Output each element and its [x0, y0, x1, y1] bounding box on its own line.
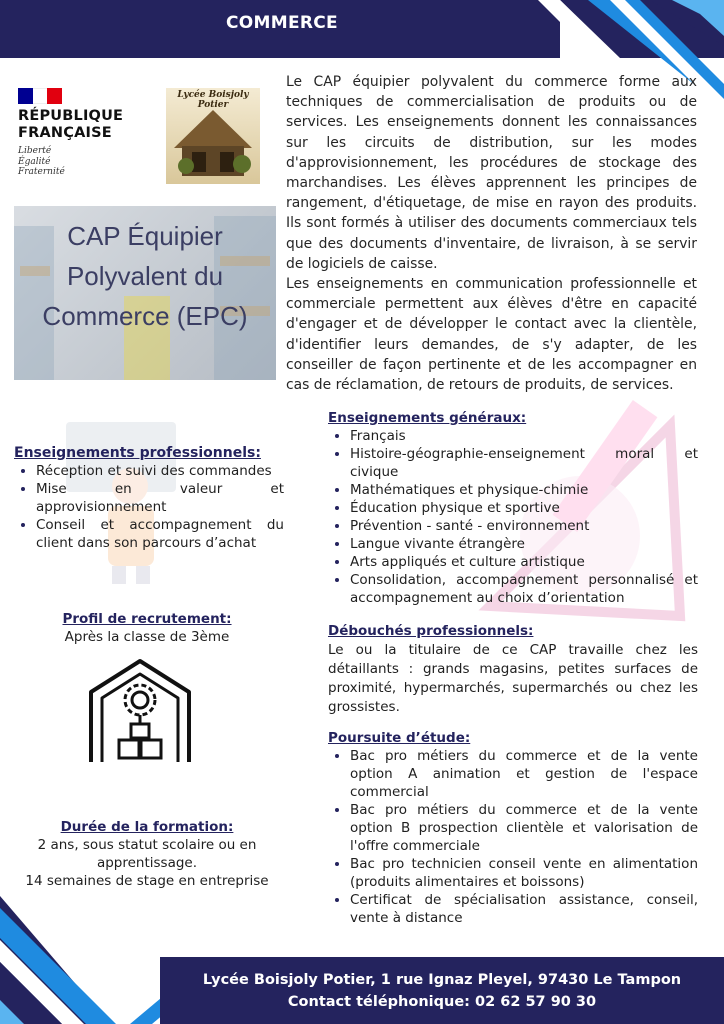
list-item: • Réception et suivi des commandes — [36, 462, 284, 480]
footer-bar — [160, 957, 724, 1024]
school-logo-name: Lycée Boisjoly Potier — [177, 90, 249, 110]
enseignements-pro-title: Enseignements professionnels: — [14, 445, 261, 461]
profil-title: Profil de recrutement: — [62, 611, 232, 627]
republique-francaise-logo — [18, 88, 128, 178]
enseignements-professionnels — [14, 444, 284, 552]
list-item: • Mise en valeur et approvisionnement — [36, 480, 284, 516]
list-item: • Français — [350, 427, 698, 445]
profil-text: Après la classe de 3ème — [64, 629, 230, 645]
list-item: • Bac pro métiers du commerce et de la vente option B prospection clientèle et valorisation de l'offre commerciale — [350, 801, 698, 855]
republique-motto: Liberté Égalité Fraternité — [18, 146, 65, 177]
intro-paragraph: Le CAP équipier polyvalent du commerce forme aux techniques de commercialisation de produits ou de services. Les enseignements donnent les connaissances sur les circuits de distribution, sur les modes d'approvisionnement, les procédures de stockage des marchandises. Les élèves apprennent les principes de rangement, d'étiquetage, de mise en rayon des produits. Ils sont formés à utiliser des documents commerciaux tels que des documents d'inventaire, de livraison, à se servir de logiciels de caisse. — [286, 74, 697, 272]
duree-line: 14 semaines de stage en entreprise — [25, 873, 269, 889]
intro-text — [286, 72, 697, 395]
poursuite-etude — [328, 729, 698, 927]
debouches-text: Le ou la titulaire de ce CAP travaille chez les détaillants : grands magasins, petites surfaces de proximité, hypermarchés, supermarchés ou chez les grossistes. — [328, 642, 698, 715]
list-item: • Arts appliqués et culture artistique — [350, 553, 698, 571]
duree-formation — [14, 818, 280, 890]
header-title: COMMERCE — [226, 13, 338, 33]
list-item: • Certificat de spécialisation assistance, conseil, vente à distance — [350, 891, 698, 927]
list-item: • Mathématiques et physique-chimie — [350, 481, 698, 499]
list-item: • Consolidation, accompagnement personnalisé et accompagnement au choix d’orientation — [350, 571, 698, 607]
debouches-professionnels — [328, 622, 698, 717]
list-item: • Bac pro métiers du commerce et de la vente option A animation et gestion de l'espace commercial — [350, 747, 698, 801]
profil-recrutement — [14, 610, 280, 646]
warehouse-gear-icon — [88, 658, 192, 764]
poursuite-title: Poursuite d’étude: — [328, 730, 471, 746]
debouches-title: Débouchés professionnels: — [328, 623, 534, 639]
footer-address: Lycée Boisjoly Potier, 1 rue Ignaz Pleyel, 97430 Le Tampon — [202, 972, 682, 988]
cap-title: CAP Équipier Polyvalent du Commerce (EPC) — [42, 221, 248, 331]
enseignements-generaux — [328, 409, 698, 607]
list-item: • Langue vivante étrangère — [350, 535, 698, 553]
footer-phone: Contact téléphonique: 02 62 57 90 30 — [287, 994, 597, 1010]
school-building-icon — [166, 88, 260, 184]
french-flag-icon — [18, 88, 62, 104]
list-item: • Histoire-géographie-enseignement moral et civique — [350, 445, 698, 481]
list-item: • Bac pro technicien conseil vente en alimentation (produits alimentaires et boissons) — [350, 855, 698, 891]
republique-francaise-name: RÉPUBLIQUE FRANÇAISE — [18, 108, 124, 141]
enseignements-gen-title: Enseignements généraux: — [328, 410, 527, 426]
list-item: • Conseil et accompagnement du client dans son parcours d’achat — [36, 516, 284, 552]
duree-line: 2 ans, sous statut scolaire ou en apprentissage. — [37, 837, 257, 871]
list-item: • Éducation physique et sportive — [350, 499, 698, 517]
footer-text — [160, 969, 724, 1013]
intro-paragraph: Les enseignements en communication professionnelle et commerciale permettent aux élèves d'être en capacité d'engager et de développer le contact avec la clientèle, d'identifier leurs demandes, de s'y adapter, de les conseiller de façon pertinente et de les accompagner en cas de réclamation, de retours de produits, de services. — [286, 276, 697, 394]
cap-title-image — [14, 206, 276, 380]
list-item: • Prévention - santé - environnement — [350, 517, 698, 535]
school-logo — [166, 88, 260, 184]
duree-title: Durée de la formation: — [60, 819, 234, 835]
